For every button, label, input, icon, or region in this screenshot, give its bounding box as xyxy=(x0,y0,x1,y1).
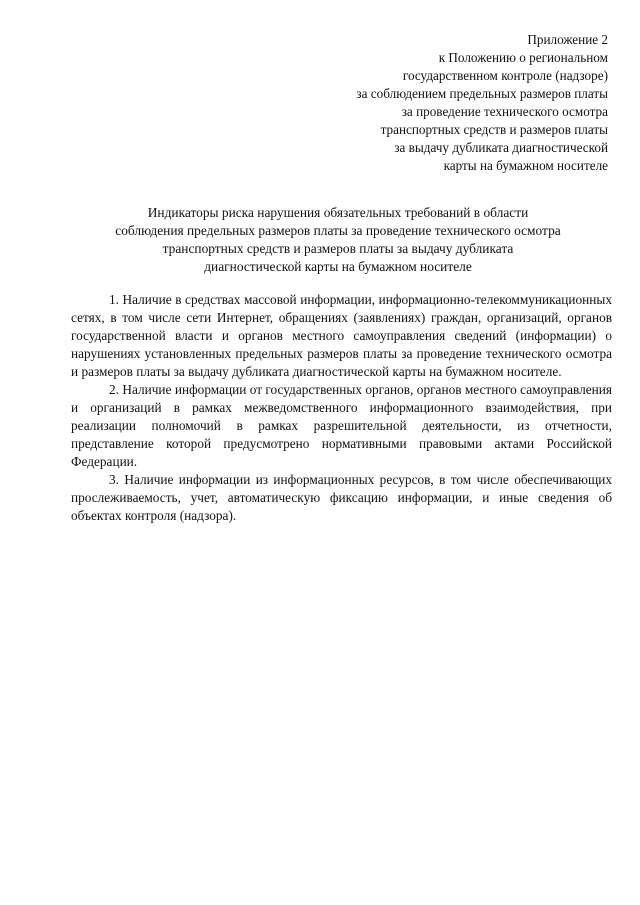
appendix-line: за выдачу дубликата диагностической xyxy=(394,140,608,155)
appendix-line: к Положению о региональном xyxy=(438,50,608,65)
appendix-line: карты на бумажном носителе xyxy=(443,158,608,173)
title-line: Индикаторы риска нарушения обязательных требований в области xyxy=(147,205,529,220)
paragraph-3: 3. Наличие информации из информационных ресурсов, в том числе обеспечивающих прослеживаемость, учет, автоматическую фиксацию информации, и иные сведения об объектах контроля (надзора). xyxy=(71,472,612,523)
appendix-line: за соблюдением предельных размеров платы xyxy=(356,86,608,101)
title-line: транспортных средств и размеров платы за выдачу дубликата xyxy=(162,241,514,256)
title-line: соблюдения предельных размеров платы за проведение технического осмотра xyxy=(115,223,561,238)
appendix-line: транспортных средств и размеров платы xyxy=(380,122,608,137)
appendix-header xyxy=(268,31,608,175)
appendix-line: Приложение 2 xyxy=(527,32,608,47)
paragraph-1: 1. Наличие в средствах массовой информации, информационно-телекоммуникационных сетях, в том числе сети Интернет, обращениях (заявлениях) граждан, организаций, органов государственной власти и органов местного самоуправления сведений (информации) о нарушениях установленных предельных размеров платы за проведение технического осмотра и размеров платы за выдачу дубликата диагностической карты на бумажном носителе. xyxy=(71,292,612,379)
appendix-line: государственном контроле (надзоре) xyxy=(402,68,608,83)
paragraph-2: 2. Наличие информации от государственных органов, органов местного самоуправления и организаций в рамках межведомственного информационного взаимодействия, при реализации полномочий в рамках разрешительной деятельности, из отчетности, представление которой предусмотрено нормативными правовыми актами Российской Федерации. xyxy=(71,382,612,469)
document-title xyxy=(70,204,606,276)
appendix-line: за проведение технического осмотра xyxy=(401,104,608,119)
document-body xyxy=(71,291,612,525)
title-line: диагностической карты на бумажном носителе xyxy=(204,259,472,274)
